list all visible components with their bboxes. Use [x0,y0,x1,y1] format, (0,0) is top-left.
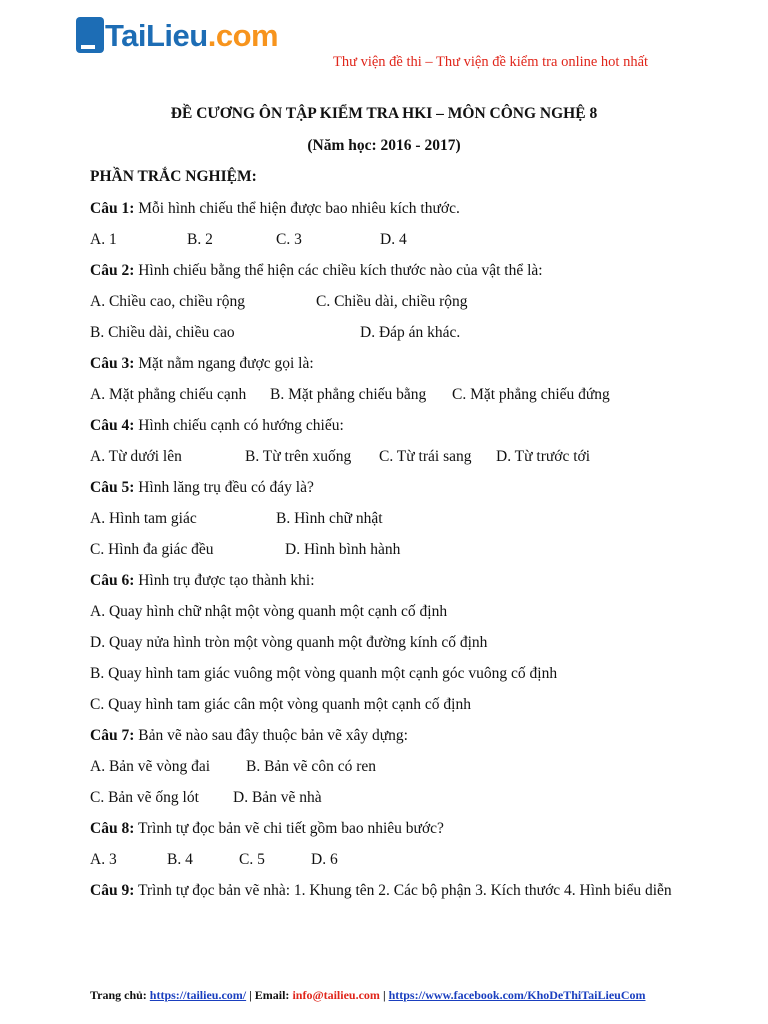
question-8-options [90,851,690,871]
question-1: Câu 1: Mỗi hình chiếu thể hiện được bao nhiêu kích thước. [90,200,460,217]
question-7-options-row-2 [90,789,690,809]
logo-mark-icon [76,17,104,53]
page-footer [90,988,646,1003]
option: B. Mặt phẳng chiếu bằng [270,386,427,403]
logo-text-main: TaiLieu [105,17,208,53]
question-5: Câu 5: Hình lăng trụ đều có đáy là? [90,479,314,496]
question-2-options-row-1 [90,293,690,313]
document-title: ĐỀ CƯƠNG ÔN TẬP KIỂM TRA HKI – MÔN CÔNG NGHỆ 8 [170,105,598,122]
logo-text [105,17,279,53]
option: A. 3 [90,851,117,868]
document-subtitle: (Năm học: 2016 - 2017) [307,137,461,154]
option: D. Từ trước tới [496,448,591,465]
question-6: Câu 6: Hình trụ được tạo thành khi: [90,572,315,589]
question-4: Câu 4: Hình chiếu cạnh có hướng chiếu: [90,417,344,434]
question-1-options [90,231,690,251]
question-8: Câu 8: Trình tự đọc bản vẽ chi tiết gồm bao nhiêu bước? [90,820,444,837]
option: D. 6 [311,851,338,868]
header-tagline: Thư viện đề thi – Thư viện đề kiểm tra online hot nhất [333,54,649,70]
footer-email-link[interactable]: info@tailieu.com [292,988,380,1002]
option: A. Mặt phẳng chiếu cạnh [90,386,247,403]
footer-email-label: | Email: [246,988,293,1002]
option: B. 2 [187,231,213,248]
option: A. Bản vẽ vòng đai [90,758,211,775]
footer-home-label: Trang chủ: [90,988,150,1002]
question-6-option-a: A. Quay hình chữ nhật một vòng quanh một cạnh cố định [90,603,448,620]
footer-home-link[interactable]: https://tailieu.com/ [149,988,247,1002]
option: B. Chiều dài, chiều cao [90,324,235,341]
option: A. Từ dưới lên [90,448,182,465]
option: C. 3 [276,231,302,248]
question-3-options [90,386,690,406]
question-7: Câu 7: Bản vẽ nào sau đây thuộc bản vẽ xây dựng: [90,727,408,744]
option: C. Từ trái sang [379,448,472,465]
option: D. Hình bình hành [285,541,401,558]
option: B. Hình chữ nhật [276,510,383,527]
option: D. Bản vẽ nhà [233,789,322,806]
question-6-option-c: C. Quay hình tam giác cân một vòng quanh một cạnh cố định [90,696,471,713]
site-logo[interactable] [76,14,278,56]
option: C. Mặt phẳng chiếu đứng [452,386,610,403]
logo-text-domain: .com [207,17,279,53]
option: C. Hình đa giác đều [90,541,214,558]
question-2-options-row-2 [90,324,690,344]
question-9: Câu 9: Trình tự đọc bản vẽ nhà: 1. Khung tên 2. Các bộ phận 3. Kích thước 4. Hình biểu diễn [90,882,672,899]
option: A. Hình tam giác [90,510,197,527]
option: B. 4 [167,851,193,868]
question-6-option-d: D. Quay nửa hình tròn một vòng quanh một đường kính cố định [90,634,488,651]
option: C. 5 [239,851,265,868]
option: C. Chiều dài, chiều rộng [316,293,468,310]
question-3: Câu 3: Mặt nằm ngang được gọi là: [90,355,314,372]
footer-facebook-link[interactable]: https://www.facebook.com/KhoDeThiTaiLieuCom [388,988,646,1002]
option: B. Bản vẽ côn có ren [246,758,376,775]
option: B. Từ trên xuống [245,448,352,465]
question-2: Câu 2: Hình chiếu bằng thể hiện các chiều kích thước nào của vật thể là: [90,262,543,279]
option: A. 1 [90,231,117,248]
option: D. 4 [380,231,407,248]
option: D. Đáp án khác. [360,324,461,341]
question-5-options-row-2 [90,541,690,561]
section-heading: PHẦN TRẮC NGHIỆM: [90,168,257,185]
question-5-options-row-1 [90,510,690,530]
option: C. Bản vẽ ống lót [90,789,199,806]
footer-separator: | [379,988,389,1002]
question-7-options-row-1 [90,758,690,778]
question-4-options [90,448,690,468]
question-6-option-b: B. Quay hình tam giác vuông một vòng quanh một cạnh góc vuông cố định [90,665,558,682]
option: A. Chiều cao, chiều rộng [90,293,245,310]
